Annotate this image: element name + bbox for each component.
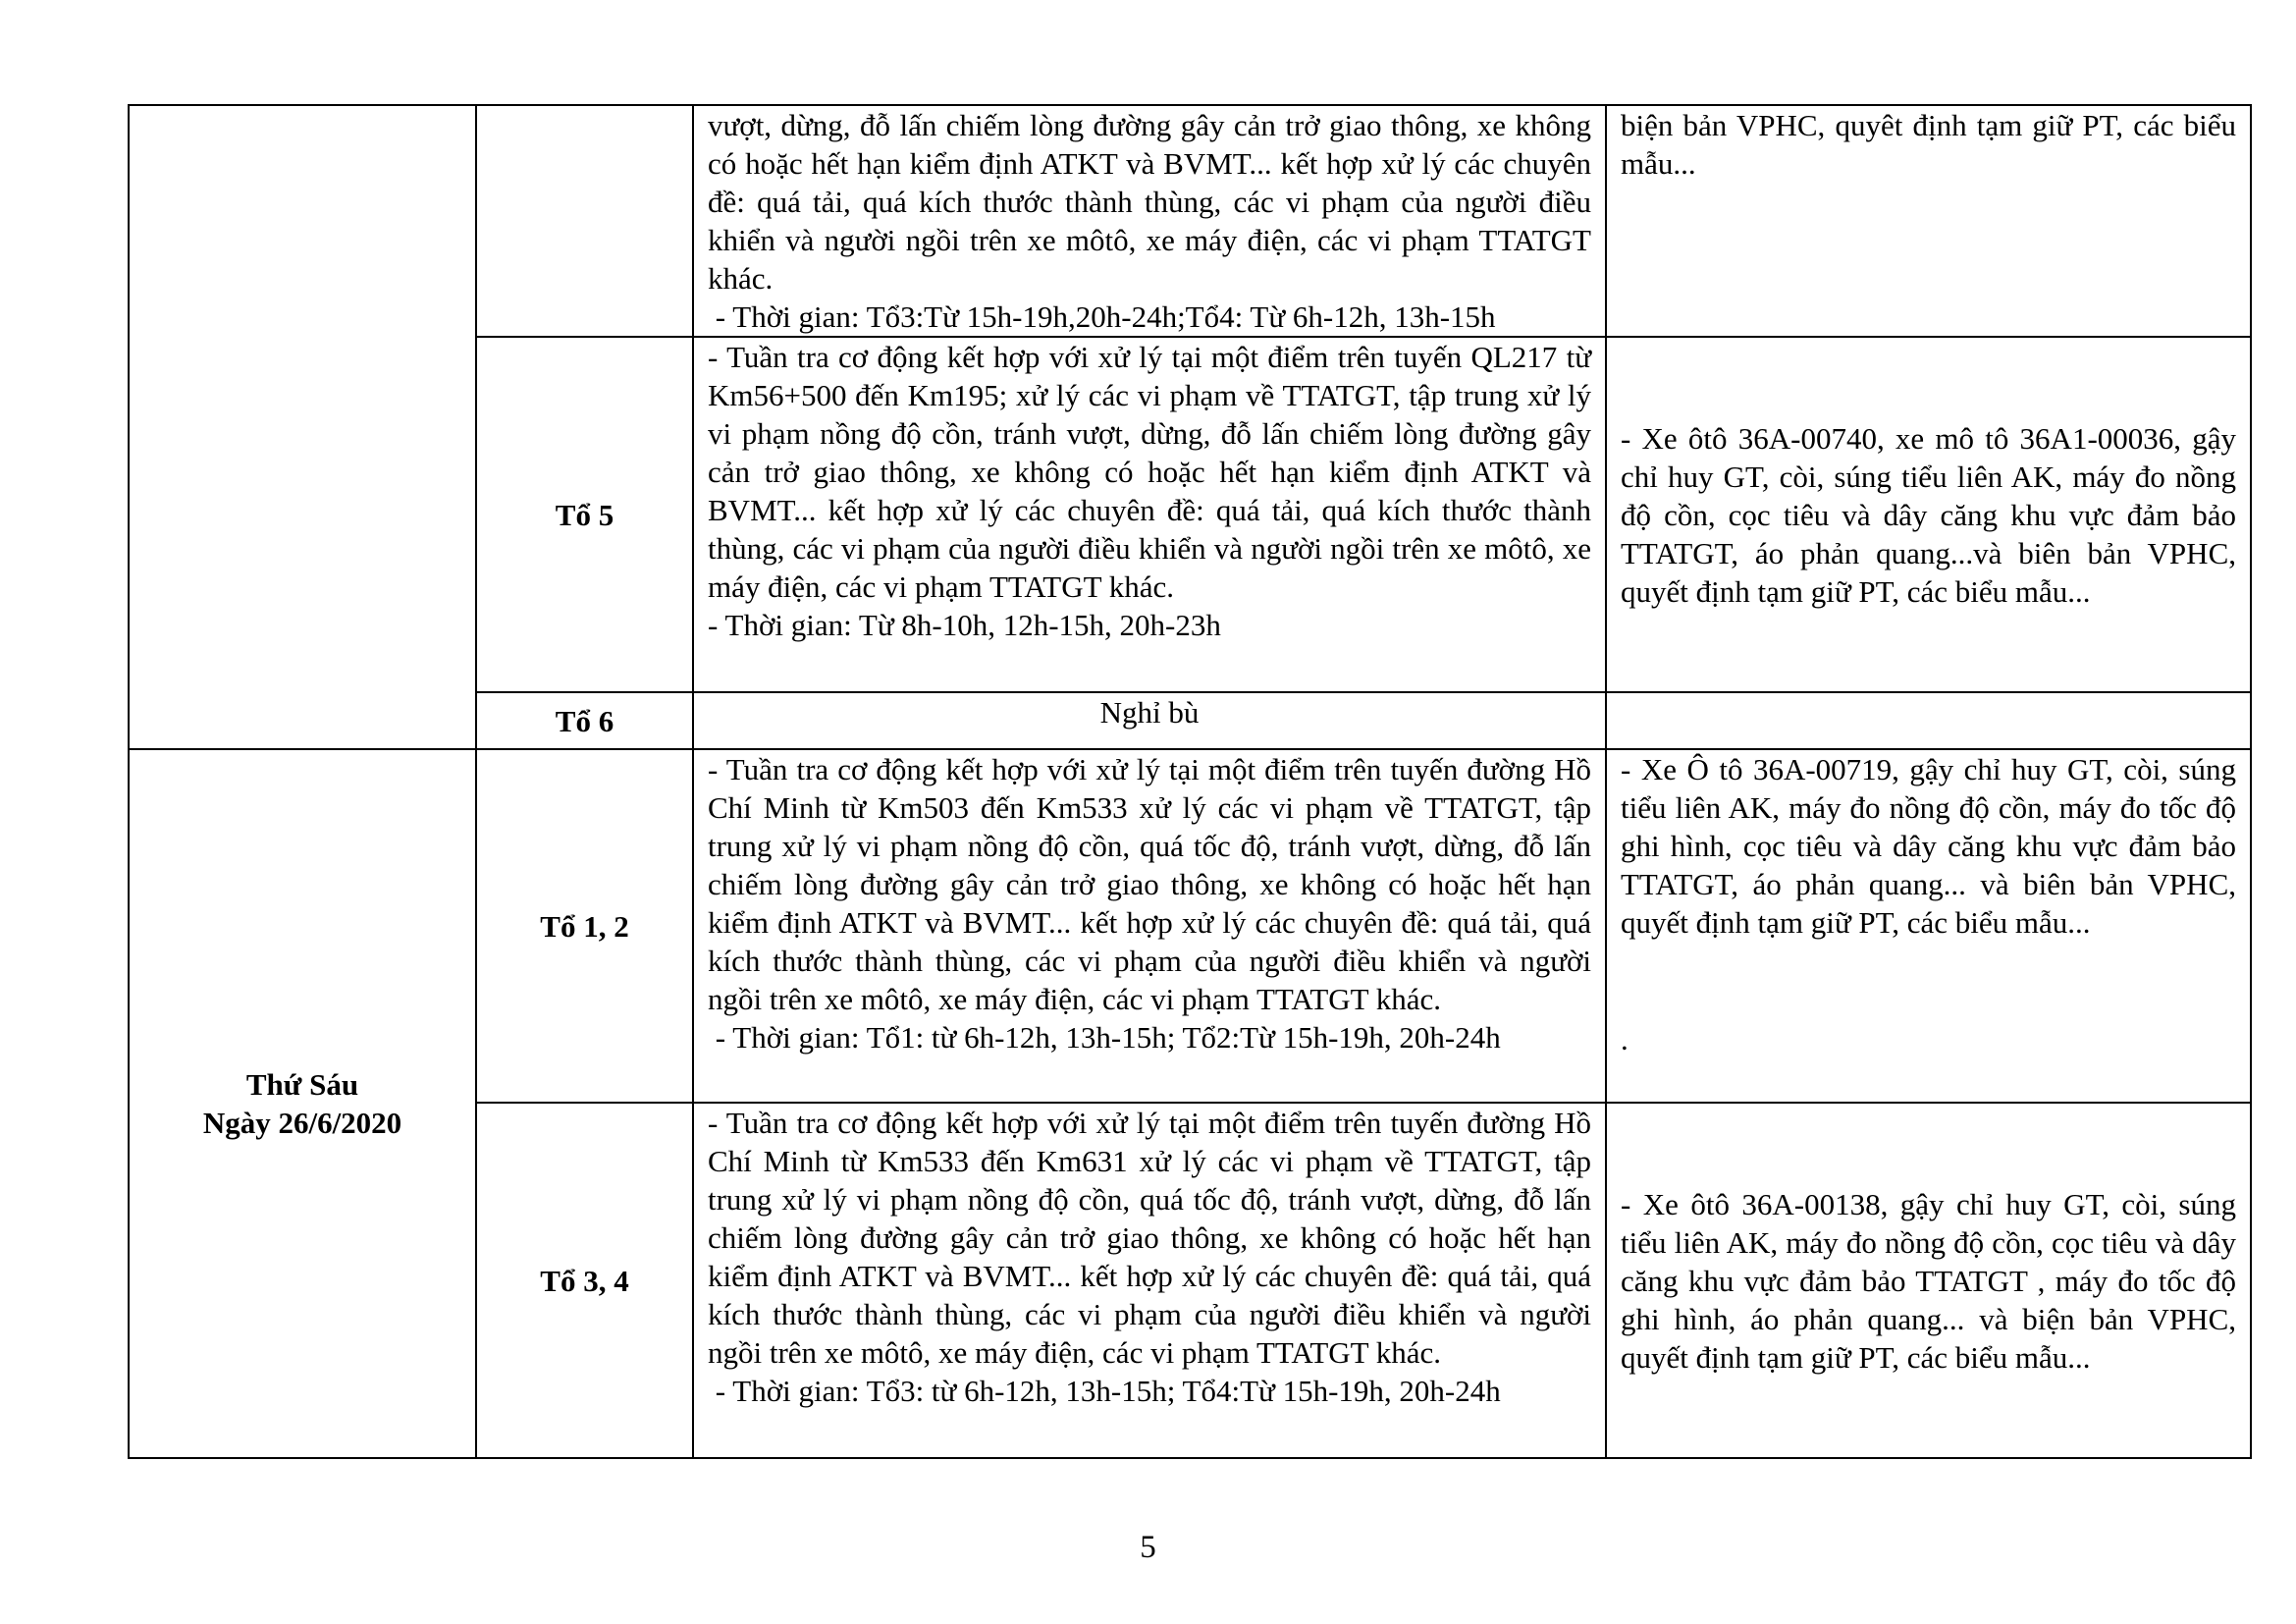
equipment-cell [1606,749,2251,1103]
group-cell: Tổ 5 [476,337,693,692]
group-cell: Tổ 3, 4 [476,1103,693,1458]
time-text: - Thời gian: Tổ3:Từ 15h-19h,20h-24h;Tổ4: Từ 6h-12h, 13h-15h [708,299,1496,334]
tasks-cell [693,337,1606,692]
tasks-text: - Tuần tra cơ động kết hợp với xử lý tại một điểm trên tuyến QL217 từ Km56+500 đến Km195; xử lý các vi phạm về TTATGT, tập trung xử lý vi phạm nồng độ cồn, tránh vượt, dừng, đỗ lấn chiếm lòng đường gây cản trở giao thông, xe không có hoặc hết hạn kiểm định ATKT và BVMT... kết hợp xử lý các chuyên đề: quá tải, quá kích thước thành thùng, các vi phạm của người điều khiển và người ngồi trên xe môtô, xe máy điện, các vi phạm TTATGT khác. [708,340,1591,604]
schedule-table [128,104,2252,1459]
equipment-text: - Xe ôtô 36A-00138, gậy chỉ huy GT, còi, súng tiểu liên AK, máy đo nồng độ cồn, cọc tiêu và dây căng khu vực đảm bảo TTATGT , máy đo tốc độ ghi hình, áo phản quang... và biện bản VPHC, quyết định tạm giữ PT, các biểu mẫu... [1621,1186,2236,1375]
equipment-text: - Xe ôtô 36A-00740, xe mô tô 36A1-00036, gậy chỉ huy GT, còi, súng tiểu liên AK, máy đo nồng độ cồn, cọc tiêu và dây căng khu vực đảm bảo TTATGT, áo phản quang...và biên bản VPHC, quyết định tạm giữ PT, các biểu mẫu... [1621,420,2236,609]
day-date: Ngày 26/6/2020 [202,1106,402,1140]
day-cell [129,749,476,1458]
group-cell: Tổ 6 [476,692,693,749]
table-row [129,749,2251,1103]
time-text: - Thời gian: Tổ1: từ 6h-12h, 13h-15h; Tổ2:Từ 15h-19h, 20h-24h [708,1020,1501,1055]
tasks-cell: Nghỉ bù [693,692,1606,749]
equipment-cell [1606,1103,2251,1458]
equipment-trailer: . [1621,1022,1629,1056]
time-text: - Thời gian: Từ 8h-10h, 12h-15h, 20h-23h [708,608,1221,642]
tasks-cell [693,749,1606,1103]
group-cell: Tổ 1, 2 [476,749,693,1103]
equipment-cell [1606,337,2251,692]
tasks-cell [693,105,1606,337]
day-name: Thứ Sáu [245,1067,359,1102]
day-cell-empty [129,105,476,749]
equipment-cell [1606,105,2251,337]
tasks-text: - Tuần tra cơ động kết hợp với xử lý tại một điểm trên tuyến đường Hồ Chí Minh từ Km533 đến Km631 xử lý các vi phạm về TTATGT, tập trung xử lý vi phạm nồng độ cồn, quá tốc độ, tránh vượt, dừng, đỗ lấn chiếm lòng đường gây cản trở giao thông, xe không có hoặc hết hạn kiểm định ATKT và BVMT... kết hợp xử lý các chuyên đề: quá tải, quá kích thước thành thùng, các vi phạm của người điều khiển và người ngồi trên xe môtô, xe máy điện, các vi phạm TTATGT khác. [708,1106,1591,1370]
equipment-cell [1606,692,2251,749]
page-number: 5 [1140,1530,1156,1565]
table-row [129,105,2251,337]
tasks-text: - Tuần tra cơ động kết hợp với xử lý tại một điểm trên tuyến đường Hồ Chí Minh từ Km503 đến Km533 xử lý các vi phạm về TTATGT, tập trung xử lý vi phạm nồng độ cồn, quá tốc độ, tránh vượt, dừng, đỗ lấn chiếm lòng đường gây cản trở giao thông, xe không có hoặc hết hạn kiểm định ATKT và BVMT... kết hợp xử lý các chuyên đề: quá tải, quá kích thước thành thùng, các vi phạm của người điều khiển và người ngồi trên xe môtô, xe máy điện, các vi phạm TTATGT khác. [708,752,1591,1016]
group-cell-empty [476,105,693,337]
equipment-text: biện bản VPHC, quyêt định tạm giữ PT, các biểu mẫu... [1621,108,2236,181]
tasks-cell [693,1103,1606,1458]
equipment-text: - Xe Ô tô 36A-00719, gậy chỉ huy GT, còi, súng tiểu liên AK, máy đo nồng độ cồn, máy đo tốc độ ghi hình, cọc tiêu và dây căng khu vực đảm bảo TTATGT, áo phản quang... và biên bản VPHC, quyết định tạm giữ PT, các biểu mẫu... [1621,752,2236,940]
tasks-text: vượt, dừng, đỗ lấn chiếm lòng đường gây cản trở giao thông, xe không có hoặc hết hạn kiểm định ATKT và BVMT... kết hợp xử lý các chuyên đề: quá tải, quá kích thước thành thùng, các vi phạm của người điều khiển và người ngồi trên xe môtô, xe máy điện, các vi phạm TTATGT khác. [708,108,1591,296]
time-text: - Thời gian: Tổ3: từ 6h-12h, 13h-15h; Tổ4:Từ 15h-19h, 20h-24h [708,1374,1501,1408]
